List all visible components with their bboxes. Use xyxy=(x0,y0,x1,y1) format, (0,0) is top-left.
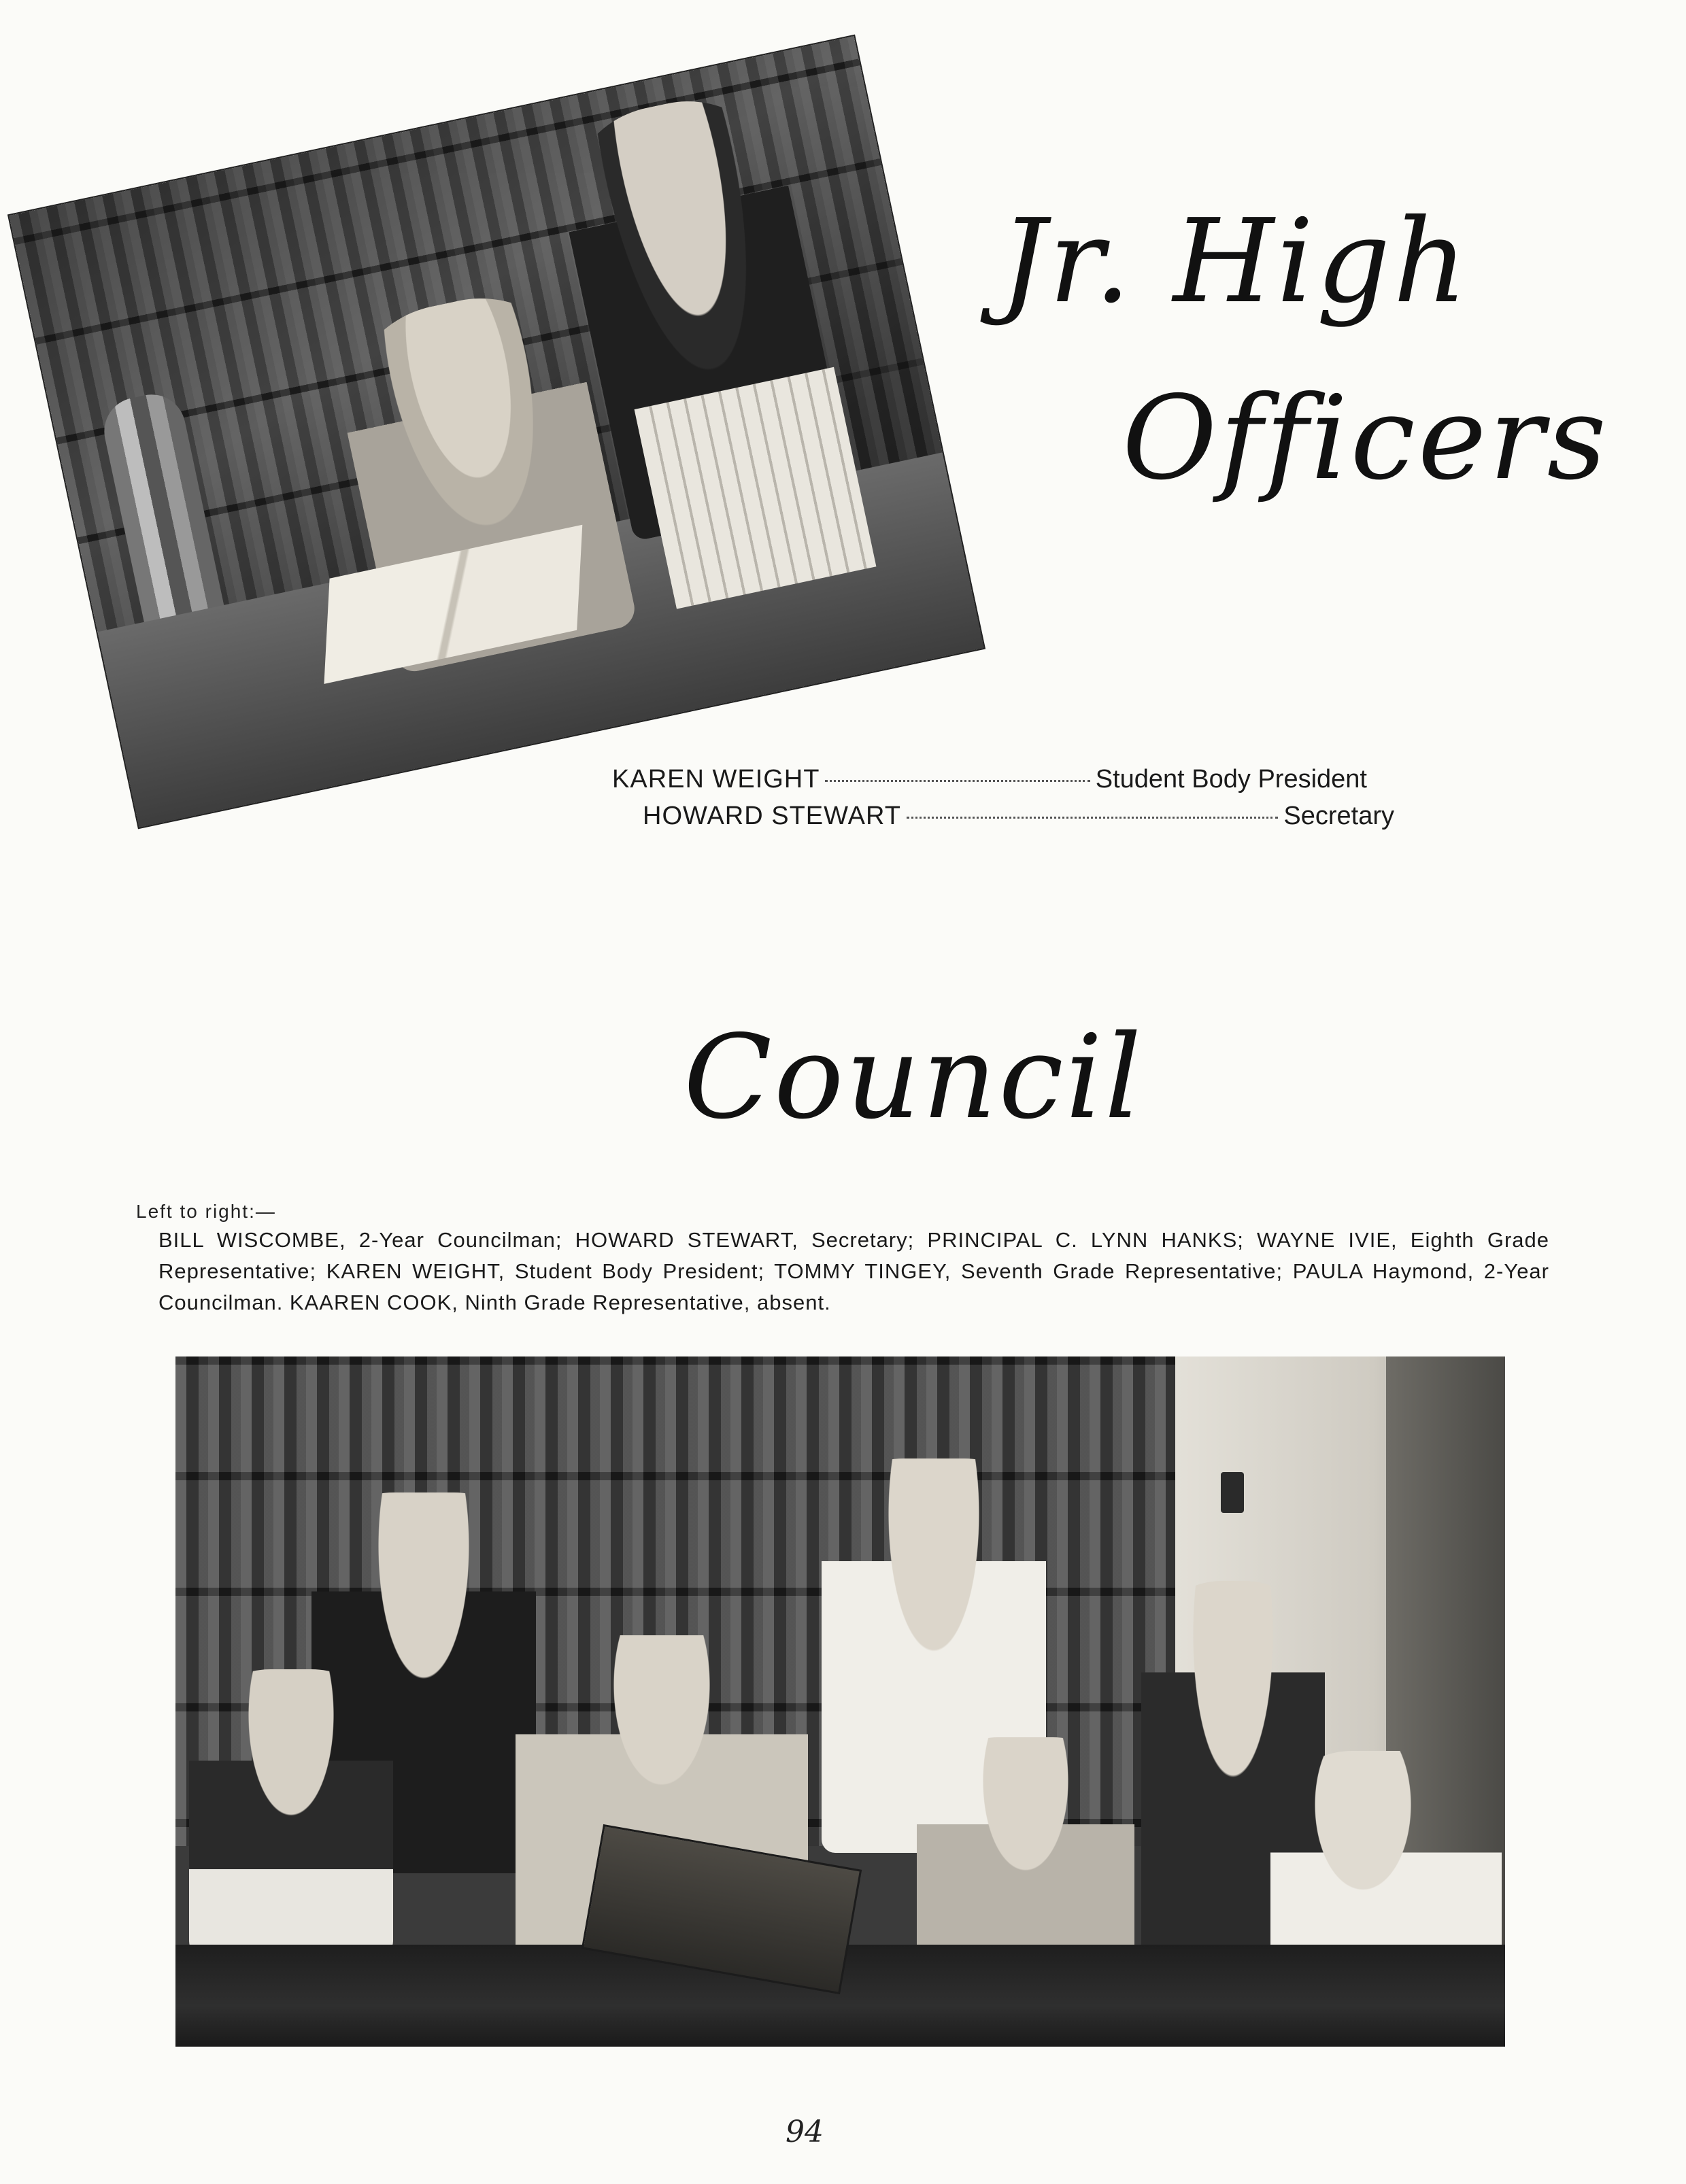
person xyxy=(189,1669,393,1955)
officer-role: Student Body President xyxy=(1095,765,1367,794)
officers-list xyxy=(612,765,1394,838)
caption-body: BILL WISCOMBE, 2-Year Councilman; HOWARD STEWART, Secretary; PRINCIPAL C. LYNN HANKS; WAYNE IVIE, Eighth Grade Representative; KAREN WEIGHT, Student Body President; TOMMY TINGEY, Seventh Grade Representative; PAULA Haymond, 2-Year Councilman. KAAREN COOK, Ninth Grade Representative, absent. xyxy=(158,1228,1549,1314)
page-number: 94 xyxy=(786,2115,824,2149)
light-switch xyxy=(1221,1472,1244,1513)
officers-photo xyxy=(9,36,984,827)
officer-role: Secretary xyxy=(1283,802,1394,830)
stack-of-books xyxy=(635,367,877,609)
officer-name: KAREN WEIGHT xyxy=(612,765,820,794)
council-photo xyxy=(175,1357,1505,2047)
officer-name: HOWARD STEWART xyxy=(643,802,901,830)
page-title-line1: Jr. High xyxy=(1000,194,1470,329)
caption-lead: Left to right:— xyxy=(136,1201,276,1222)
dot-leader xyxy=(825,780,1090,782)
dot-leader xyxy=(907,817,1278,819)
officer-row xyxy=(612,802,1394,838)
council-title: Council xyxy=(684,1010,1144,1145)
officer-row xyxy=(612,765,1367,802)
page-title-line2: Officers xyxy=(1122,371,1609,506)
